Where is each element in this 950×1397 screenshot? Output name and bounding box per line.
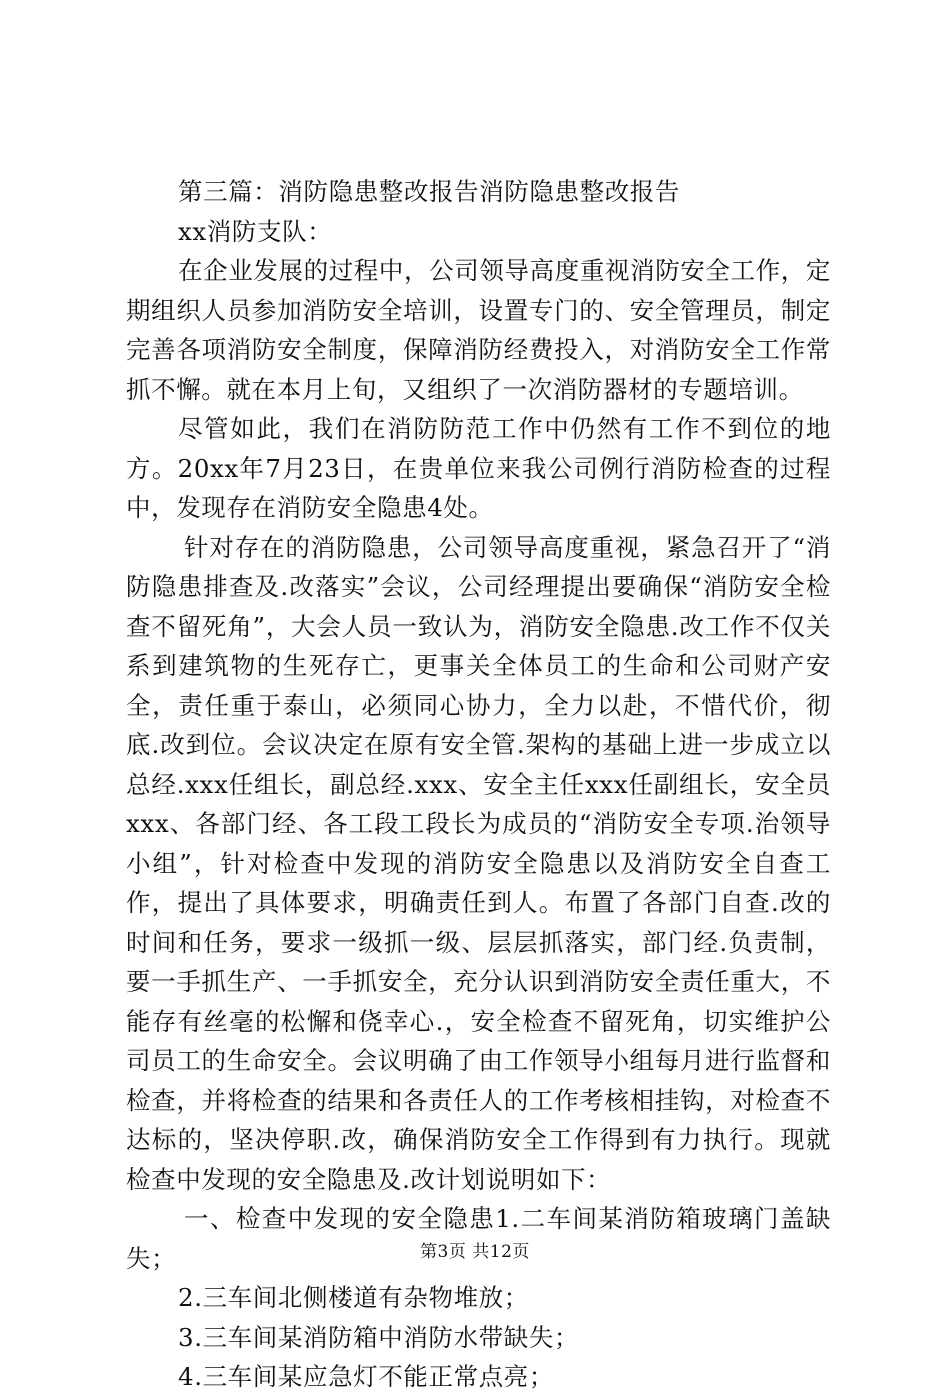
list-item: 3.三车间某消防箱中消防水带缺失； <box>178 1322 580 1352</box>
document-title: 第三篇：消防隐患整改报告消防隐患整改报告 <box>178 177 680 206</box>
paragraph-meeting: 针对存在的消防隐患，公司领导高度重视，紧急召开了“消防隐患排查及.改落实”会议，公司经理提出要确保“消防安全检查不留死角”，大会人员一致认为，消防安全隐患.改工作不仅关系到建筑物的生死存亡，更事关全体员工的生命和公司财产安全，责任重于泰山，必须同心协力，全力以赴，不惜代价，彻底.改到位。会议决定在原有安全管.架构的基础上进一步成立以总经.xxx任组长，副总经.xxx、安全主任xxx任副组长，安全员xxx、各部门经、各工段工段长为成员的“消防安全专项.治领导小组”，针对检查中发现的消防安全隐患以及消防安全自查工作，提出了具体要求，明确责任到人。布置了各部门自查.改的时间和任务，要求一级抓一级、层层抓落实，部门经.负责制，要一手抓生产、一手抓安全，充分认识到消防安全责任重大，不能存有丝毫的松懈和侥幸心.，安全检查不留死角，切实维护公司员工的生命安全。会议明确了由工作领导小组每月进行监督和检查，并将检查的结果和各责任人的工作考核相挂钩，对检查不达标的，坚决停职.改，确保消防安全工作得到有力执行。现就检查中发现的安全隐患及.改计划说明如下： <box>126 532 831 1194</box>
paragraph-intro: 在企业发展的过程中，公司领导高度重视消防安全工作，定期组织人员参加消防安全培训，设置专门的、安全管理员，制定完善各项消防安全制度，保障消防经费投入，对消防安全工作常抓不懈。就在本月上旬，又组织了一次消防器材的专题培训。 <box>126 256 831 404</box>
list-item: 2.三车间北侧楼道有杂物堆放； <box>178 1283 529 1312</box>
list-item: 4.三车间某应急灯不能正常点亮； <box>178 1362 554 1391</box>
paragraph-inspection: 尽管如此，我们在消防防范工作中仍然有工作不到位的地方。20xx年7月23日，在贵单位来我公司例行消防检查的过程中，发现存在消防安全隐患4处。 <box>126 414 831 522</box>
document-body <box>126 172 831 1397</box>
page-footer: 第3页 共12页 <box>420 1242 530 1262</box>
addressee: xx消防支队： <box>178 216 333 246</box>
paragraph-hazards-heading: 一、检查中发现的安全隐患1.二车间某消防箱玻璃门盖缺失； <box>126 1204 831 1273</box>
